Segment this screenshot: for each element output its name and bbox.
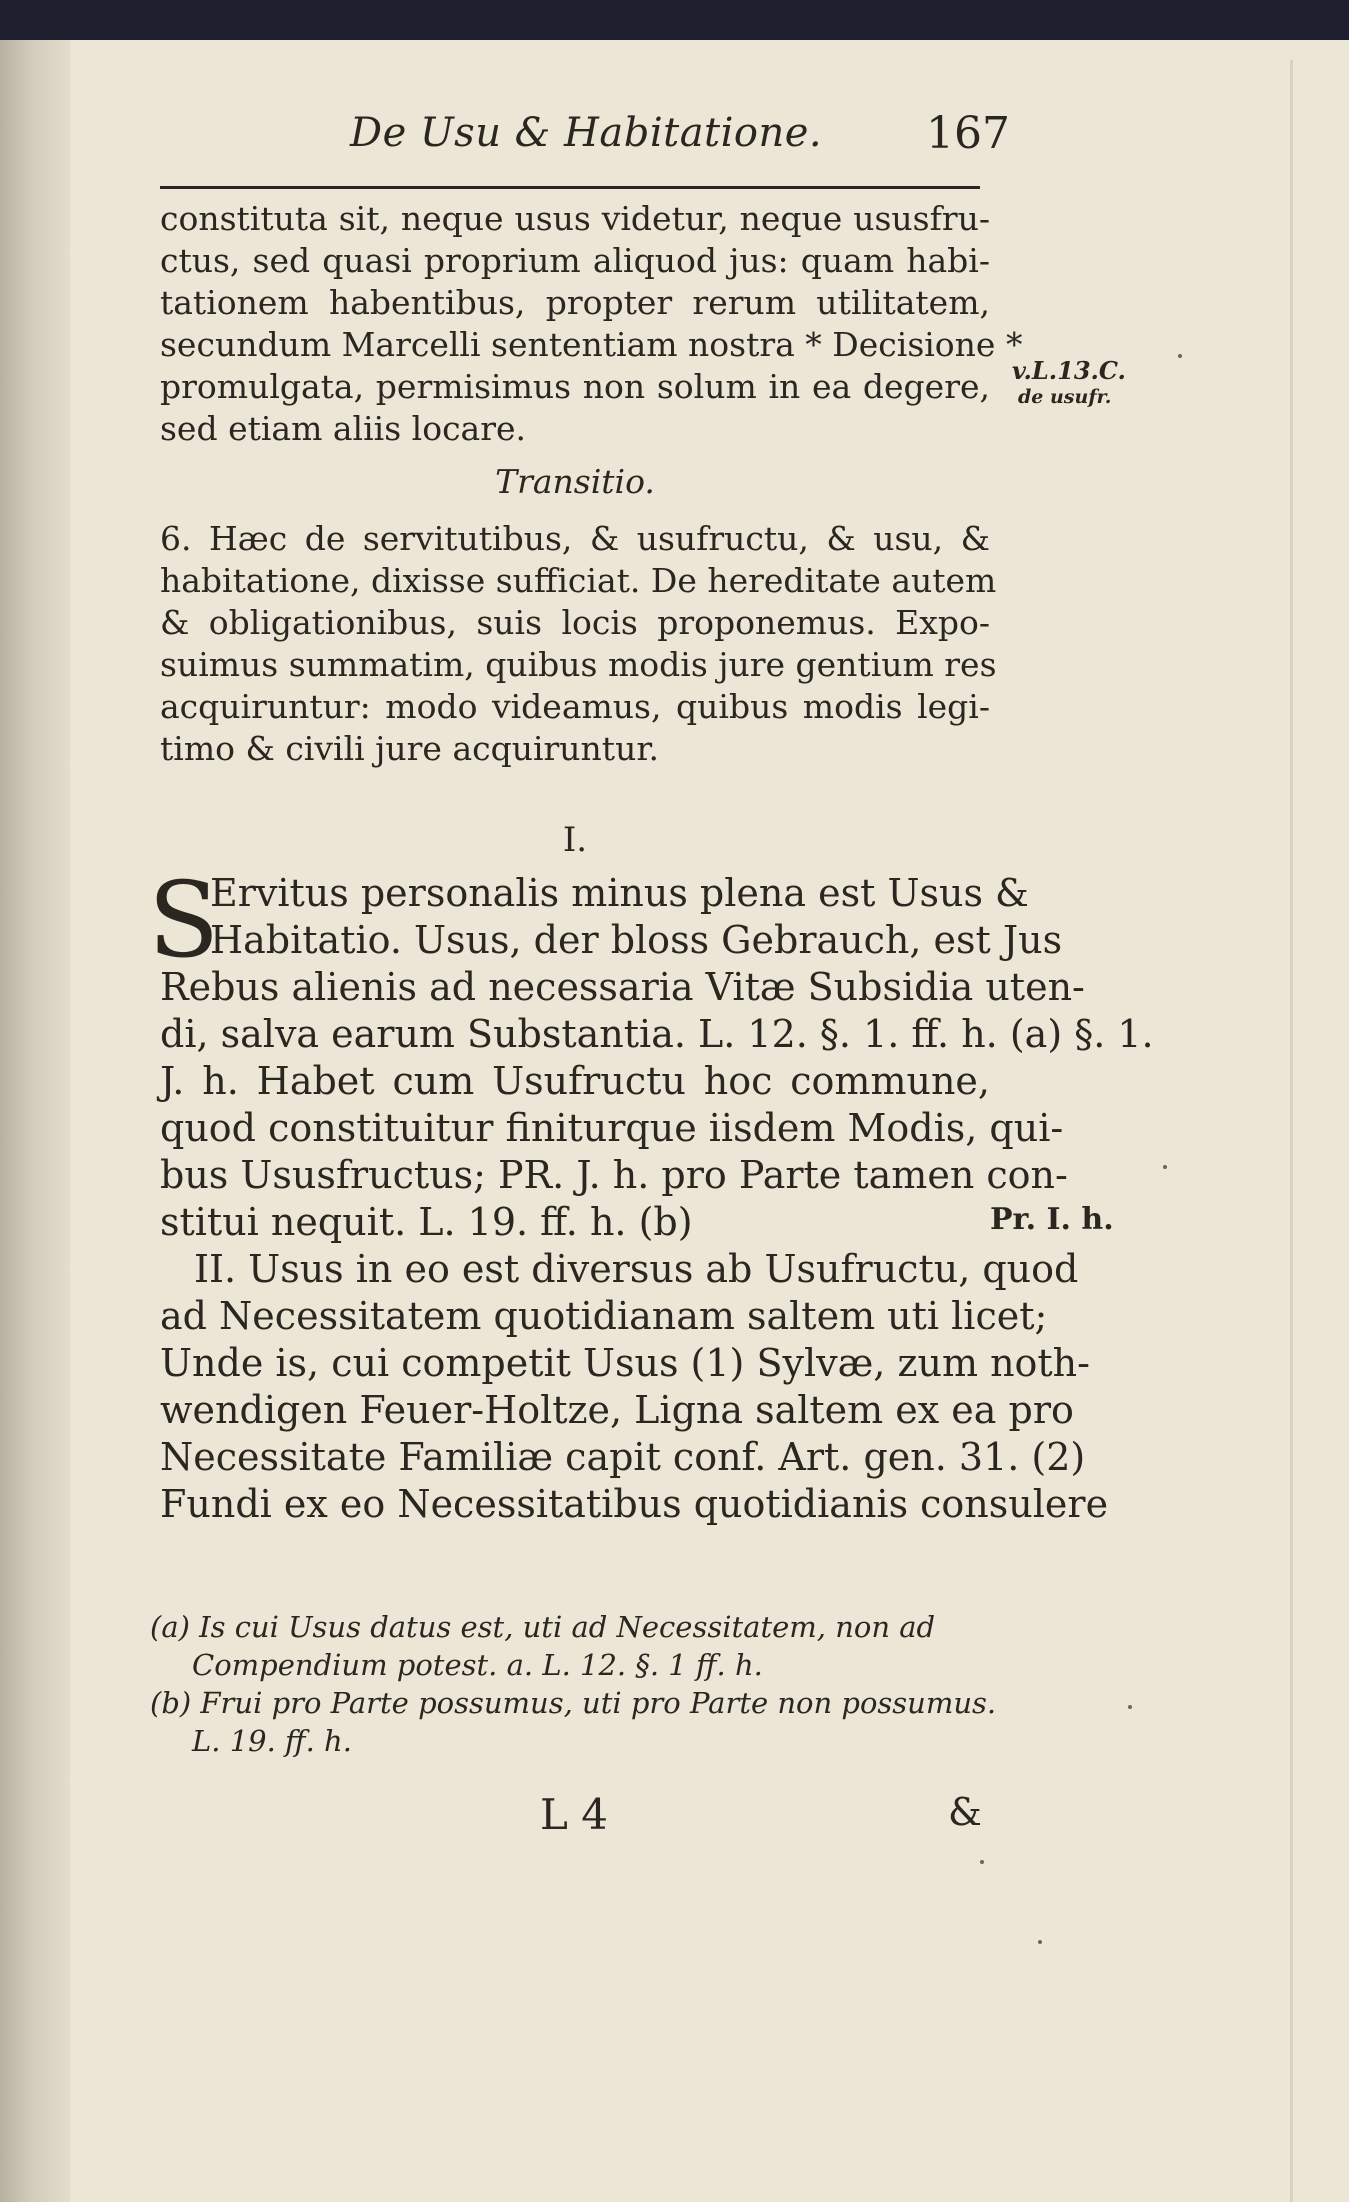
text-line: Habitatio. Usus, der bloss Gebrauch, est Jus [210, 918, 1063, 962]
transitio-heading: Transitio. [495, 462, 655, 501]
paragraph-2 [160, 518, 997, 770]
paper-speck [1128, 1705, 1132, 1709]
text-line: J. h. Habet cum Usufructu hoc commune, [160, 1059, 990, 1103]
text-line: suimus summatim, quibus modis jure gentium res [160, 645, 997, 684]
text-line: Ervitus personalis minus plena est Usus & [210, 871, 1029, 915]
text-line: ad Necessitatem quotidianam saltem uti licet; [160, 1294, 1048, 1338]
text-line: constituta sit, neque usus videtur, neque ususfru- [160, 199, 990, 238]
footnote-line: Compendium potest. a. L. 12. §. 1 ff. h. [192, 1648, 763, 1682]
page-edge-line [1290, 60, 1293, 2202]
catchword: & [948, 1790, 982, 1834]
text-line: Necessitate Familiæ capit conf. Art. gen. 31. (2) [160, 1435, 1086, 1479]
paper-speck [1178, 354, 1182, 358]
footnote-line: L. 19. ff. h. [192, 1724, 352, 1758]
page-number: 167 [926, 108, 1010, 159]
text-line: promulgata, permisimus non solum in ea degere, [160, 367, 990, 406]
running-title: De Usu & Habitatione. [350, 110, 823, 156]
margin-note-reference: v.L.13.C. [1012, 356, 1126, 385]
drop-capital: S [148, 859, 220, 981]
text-line: secundum Marcelli sententiam nostra * Decisione * [160, 325, 1023, 364]
text-line: timo & civili jure acquiruntur. [160, 729, 659, 768]
text-line: Unde is, cui competit Usus (1) Sylvæ, zum noth- [160, 1341, 1090, 1385]
text-line: quod constituitur finiturque iisdem Modis, qui- [160, 1106, 1064, 1150]
footnote-line: (b) Frui pro Parte possumus, uti pro Parte non possumus. [150, 1686, 997, 1720]
text-line: & obligationibus, suis locis proponemus. Expo- [160, 603, 990, 642]
margin-note-reference: de usufr. [1018, 386, 1112, 408]
text-line: ctus, sed quasi proprium aliquod jus: quam habi- [160, 241, 990, 280]
text-line: wendigen Feuer-Holtze, Ligna saltem ex ea pro [160, 1388, 1074, 1432]
text-line: stitui nequit. L. 19. ff. h. (b) [160, 1200, 693, 1244]
text-line: di, salva earum Substantia. L. 12. §. 1. ff. h. (a) §. 1. [160, 1012, 1154, 1056]
signature-mark: L 4 [540, 1790, 608, 1839]
paper-speck [1163, 1165, 1167, 1169]
paper-speck [980, 1860, 984, 1864]
section-number: I. [562, 820, 588, 860]
text-line: 6. Hæc de servitutibus, & usufructu, & usu, & [160, 519, 990, 558]
header-rule [160, 186, 980, 189]
text-line: Fundi ex eo Necessitatibus quotidianis consulere [160, 1482, 1109, 1526]
text-line: tationem habentibus, propter rerum utilitatem, [160, 283, 990, 322]
text-line: Rebus alienis ad necessaria Vitæ Subsidia uten- [160, 965, 1085, 1009]
paragraph-1 [160, 198, 1023, 450]
text-line: sed etiam aliis locare. [160, 409, 527, 448]
text-line: acquiruntur: modo videamus, quibus modis legi- [160, 687, 990, 726]
text-line: II. Usus in eo est diversus ab Usufructu, quod [194, 1247, 1079, 1291]
running-head [350, 110, 1010, 170]
paper-speck [1038, 1940, 1042, 1944]
margin-note-reference: Pr. I. h. [990, 1202, 1114, 1237]
page-gutter-shadow [0, 40, 70, 2202]
footnotes [150, 1608, 997, 1760]
text-line: habitatione, dixisse sufficiat. De hereditate autem [160, 561, 997, 600]
footnote-line: (a) Is cui Usus datus est, uti ad Necessitatem, non ad [150, 1610, 936, 1644]
text-line: bus Ususfructus; PR. J. h. pro Parte tamen con- [160, 1153, 1068, 1197]
